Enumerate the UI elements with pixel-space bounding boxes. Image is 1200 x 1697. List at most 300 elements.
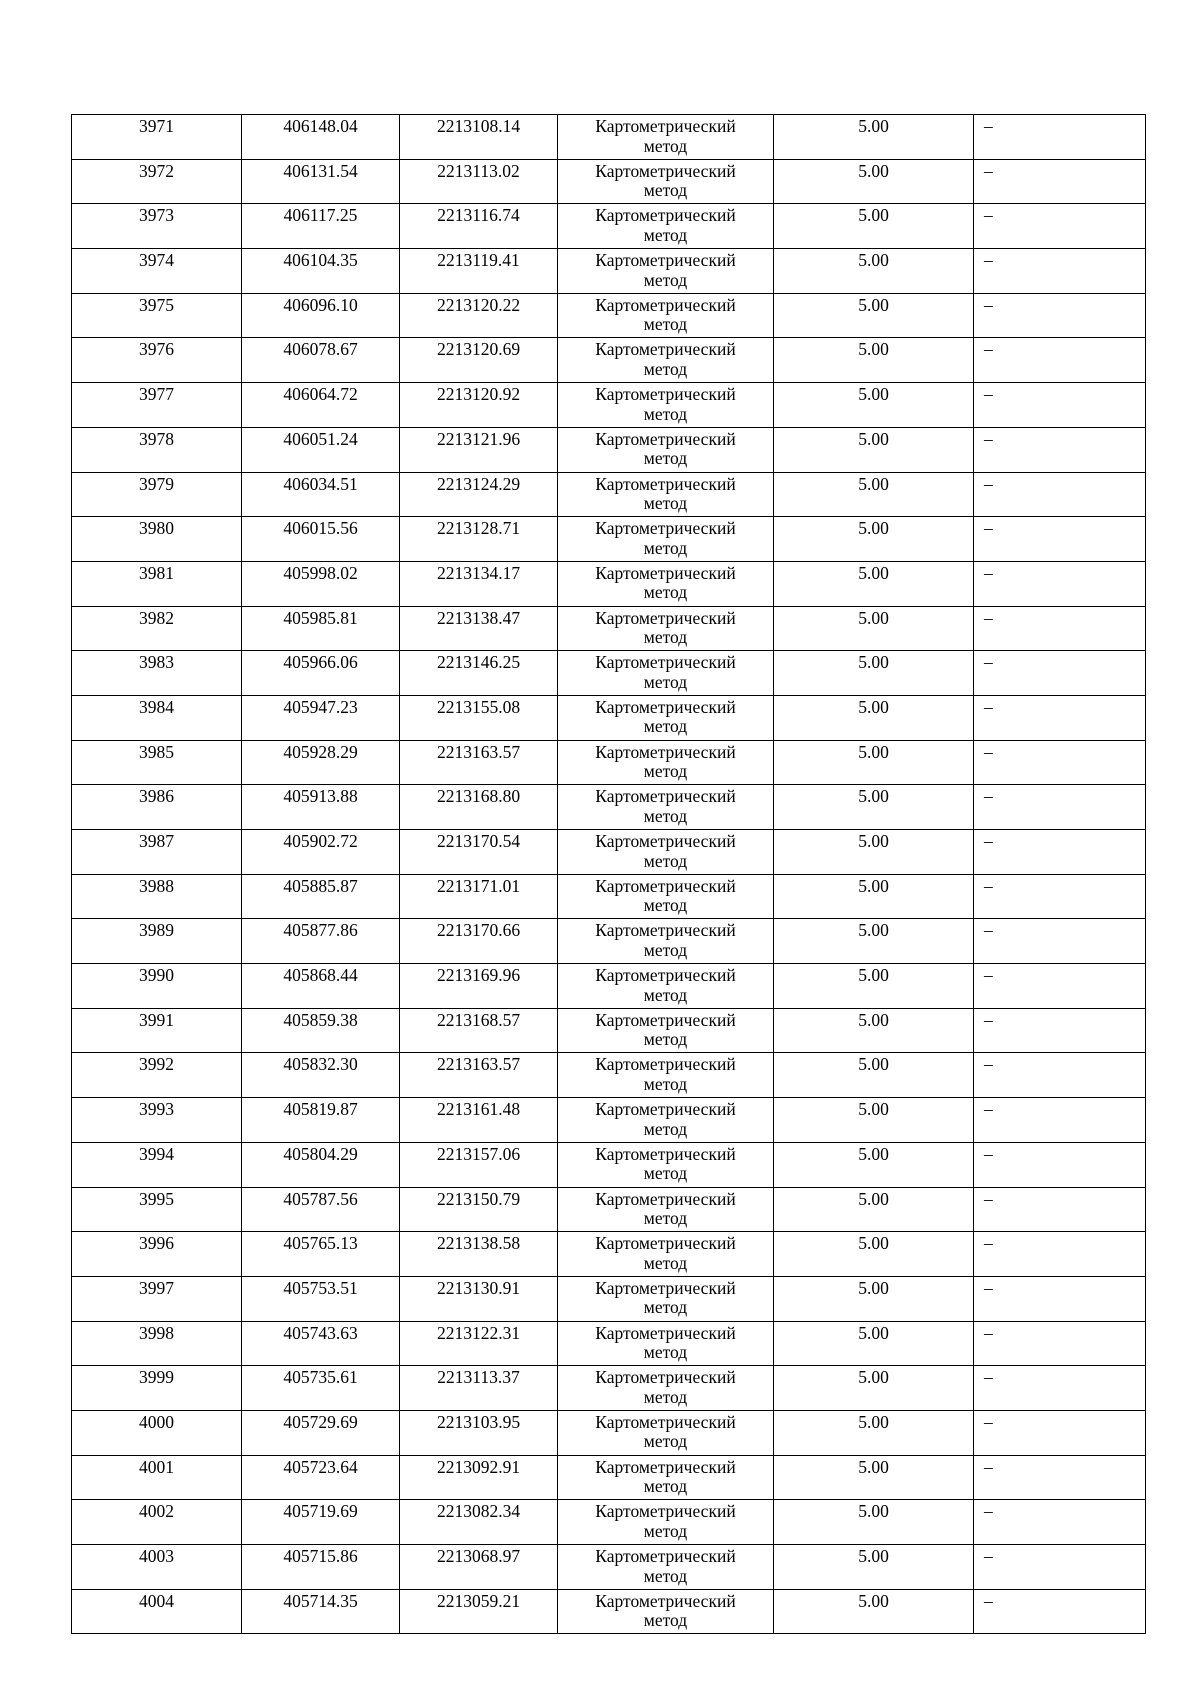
method-cell <box>558 561 774 606</box>
method-cell <box>558 740 774 785</box>
point-number-cell: 3995 <box>72 1187 242 1232</box>
y-coordinate-cell: 2213161.48 <box>400 1098 558 1143</box>
method-line-1: Картометрический <box>595 384 736 405</box>
x-coordinate-cell: 405765.13 <box>242 1232 400 1277</box>
method-line-2: метод <box>643 1208 688 1228</box>
method-line-1: Картометрический <box>595 250 736 271</box>
x-coordinate-cell: 406064.72 <box>242 383 400 428</box>
method-line-2: метод <box>643 805 688 826</box>
point-number-cell: 3990 <box>72 964 242 1009</box>
method-line-1: Картометрический <box>595 1411 736 1432</box>
point-number-cell: 3973 <box>72 204 242 249</box>
table-row <box>72 1455 1146 1500</box>
note-cell: – <box>974 561 1146 606</box>
x-coordinate-cell: 405928.29 <box>242 740 400 785</box>
method-cell <box>558 1232 774 1277</box>
method-line-1: Картометрический <box>595 965 736 986</box>
accuracy-cell: 5.00 <box>774 427 974 472</box>
point-number-cell: 3980 <box>72 517 242 562</box>
method-line-1: Картометрический <box>595 1456 736 1477</box>
method-line-1: Картометрический <box>595 696 736 717</box>
point-number-cell: 3998 <box>72 1321 242 1366</box>
method-line-1: Картометрический <box>595 1277 736 1298</box>
accuracy-cell: 5.00 <box>774 1142 974 1187</box>
note-cell: – <box>974 517 1146 562</box>
x-coordinate-cell: 405832.30 <box>242 1053 400 1098</box>
method-line-1: Картометрический <box>595 1054 736 1075</box>
method-line-2: метод <box>643 850 688 871</box>
method-line-1: Картометрический <box>595 428 736 449</box>
method-cell <box>558 606 774 651</box>
accuracy-cell: 5.00 <box>774 293 974 338</box>
method-line-2: метод <box>643 180 688 201</box>
note-cell: – <box>974 1053 1146 1098</box>
accuracy-cell: 5.00 <box>774 249 974 294</box>
method-line-2: метод <box>643 761 688 782</box>
x-coordinate-cell: 405966.06 <box>242 651 400 696</box>
method-line-1: Картометрический <box>595 1590 736 1611</box>
method-line-1: Картометрический <box>595 562 736 583</box>
method-line-2: метод <box>643 224 688 245</box>
method-cell <box>558 383 774 428</box>
y-coordinate-cell: 2213170.54 <box>400 830 558 875</box>
table-row <box>72 561 1146 606</box>
y-coordinate-cell: 2213171.01 <box>400 874 558 919</box>
method-cell <box>558 964 774 1009</box>
x-coordinate-cell: 405719.69 <box>242 1500 400 1545</box>
x-coordinate-cell: 405902.72 <box>242 830 400 875</box>
table-row <box>72 1545 1146 1590</box>
method-line-1: Картометрический <box>595 205 736 226</box>
method-cell <box>558 427 774 472</box>
note-cell: – <box>974 785 1146 830</box>
x-coordinate-cell: 405985.81 <box>242 606 400 651</box>
point-number-cell: 4003 <box>72 1545 242 1590</box>
point-number-cell: 3987 <box>72 830 242 875</box>
method-line-1: Картометрический <box>595 1322 736 1343</box>
y-coordinate-cell: 2213119.41 <box>400 249 558 294</box>
note-cell: – <box>974 427 1146 472</box>
x-coordinate-cell: 406104.35 <box>242 249 400 294</box>
table-row <box>72 964 1146 1009</box>
y-coordinate-cell: 2213120.92 <box>400 383 558 428</box>
method-line-2: метод <box>643 314 688 335</box>
x-coordinate-cell: 405998.02 <box>242 561 400 606</box>
x-coordinate-cell: 405819.87 <box>242 1098 400 1143</box>
accuracy-cell: 5.00 <box>774 1232 974 1277</box>
method-line-1: Картометрический <box>595 607 736 628</box>
point-number-cell: 3992 <box>72 1053 242 1098</box>
y-coordinate-cell: 2213128.71 <box>400 517 558 562</box>
table-row <box>72 874 1146 919</box>
note-cell: – <box>974 204 1146 249</box>
method-line-1: Картометрический <box>595 1009 736 1030</box>
method-line-1: Картометрический <box>595 473 736 494</box>
x-coordinate-cell: 406148.04 <box>242 115 400 160</box>
accuracy-cell: 5.00 <box>774 1187 974 1232</box>
point-number-cell: 3978 <box>72 427 242 472</box>
y-coordinate-cell: 2213150.79 <box>400 1187 558 1232</box>
method-line-1: Картометрический <box>595 1099 736 1120</box>
coordinates-table <box>71 114 1146 1634</box>
table-row <box>72 1500 1146 1545</box>
point-number-cell: 3996 <box>72 1232 242 1277</box>
table-body <box>72 115 1146 1634</box>
table-row <box>72 919 1146 964</box>
method-line-1: Картометрический <box>595 518 736 539</box>
accuracy-cell: 5.00 <box>774 695 974 740</box>
point-number-cell: 4000 <box>72 1410 242 1455</box>
y-coordinate-cell: 2213108.14 <box>400 115 558 160</box>
method-line-2: метод <box>643 582 688 603</box>
method-cell <box>558 1545 774 1590</box>
accuracy-cell: 5.00 <box>774 383 974 428</box>
point-number-cell: 3994 <box>72 1142 242 1187</box>
accuracy-cell: 5.00 <box>774 919 974 964</box>
method-line-2: метод <box>643 1297 688 1318</box>
y-coordinate-cell: 2213163.57 <box>400 740 558 785</box>
method-line-2: метод <box>643 1252 688 1273</box>
x-coordinate-cell: 405715.86 <box>242 1545 400 1590</box>
note-cell: – <box>974 651 1146 696</box>
y-coordinate-cell: 2213168.57 <box>400 1008 558 1053</box>
accuracy-cell: 5.00 <box>774 1500 974 1545</box>
method-cell <box>558 338 774 383</box>
table-row <box>72 1321 1146 1366</box>
y-coordinate-cell: 2213155.08 <box>400 695 558 740</box>
y-coordinate-cell: 2213121.96 <box>400 427 558 472</box>
x-coordinate-cell: 405804.29 <box>242 1142 400 1187</box>
y-coordinate-cell: 2213113.37 <box>400 1366 558 1411</box>
method-line-2: метод <box>643 493 688 513</box>
method-line-1: Картометрический <box>595 786 736 807</box>
method-line-2: метод <box>643 1520 688 1541</box>
note-cell: – <box>974 1187 1146 1232</box>
accuracy-cell: 5.00 <box>774 874 974 919</box>
y-coordinate-cell: 2213138.58 <box>400 1232 558 1277</box>
method-cell <box>558 517 774 562</box>
table-row <box>72 1142 1146 1187</box>
y-coordinate-cell: 2213103.95 <box>400 1410 558 1455</box>
x-coordinate-cell: 406117.25 <box>242 204 400 249</box>
y-coordinate-cell: 2213163.57 <box>400 1053 558 1098</box>
point-number-cell: 4004 <box>72 1589 242 1634</box>
x-coordinate-cell: 405885.87 <box>242 874 400 919</box>
y-coordinate-cell: 2213138.47 <box>400 606 558 651</box>
method-cell <box>558 785 774 830</box>
note-cell: – <box>974 740 1146 785</box>
accuracy-cell: 5.00 <box>774 1589 974 1634</box>
method-cell <box>558 1142 774 1187</box>
method-cell <box>558 159 774 204</box>
method-line-1: Картометрический <box>595 1546 736 1566</box>
point-number-cell: 3999 <box>72 1366 242 1411</box>
note-cell: – <box>974 159 1146 204</box>
table-row <box>72 1232 1146 1277</box>
x-coordinate-cell: 405877.86 <box>242 919 400 964</box>
table-row <box>72 204 1146 249</box>
x-coordinate-cell: 405859.38 <box>242 1008 400 1053</box>
method-cell <box>558 695 774 740</box>
method-cell <box>558 1410 774 1455</box>
x-coordinate-cell: 405743.63 <box>242 1321 400 1366</box>
y-coordinate-cell: 2213113.02 <box>400 159 558 204</box>
method-line-2: метод <box>643 671 688 692</box>
method-line-2: метод <box>643 1163 688 1184</box>
table-row <box>72 1276 1146 1321</box>
table-row <box>72 606 1146 651</box>
method-cell <box>558 1321 774 1366</box>
method-line-2: метод <box>643 1610 688 1631</box>
point-number-cell: 3988 <box>72 874 242 919</box>
accuracy-cell: 5.00 <box>774 472 974 517</box>
accuracy-cell: 5.00 <box>774 1545 974 1590</box>
x-coordinate-cell: 405868.44 <box>242 964 400 1009</box>
method-line-2: метод <box>643 1476 688 1497</box>
method-line-1: Картометрический <box>595 116 736 136</box>
table-row <box>72 1098 1146 1143</box>
accuracy-cell: 5.00 <box>774 1321 974 1366</box>
method-cell <box>558 874 774 919</box>
point-number-cell: 3993 <box>72 1098 242 1143</box>
x-coordinate-cell: 406096.10 <box>242 293 400 338</box>
y-coordinate-cell: 2213082.34 <box>400 1500 558 1545</box>
point-number-cell: 3986 <box>72 785 242 830</box>
x-coordinate-cell: 406015.56 <box>242 517 400 562</box>
y-coordinate-cell: 2213092.91 <box>400 1455 558 1500</box>
table-row <box>72 249 1146 294</box>
point-number-cell: 3971 <box>72 115 242 160</box>
x-coordinate-cell: 406131.54 <box>242 159 400 204</box>
table-row <box>72 830 1146 875</box>
table-row <box>72 1053 1146 1098</box>
method-line-1: Картометрический <box>595 1501 736 1522</box>
note-cell: – <box>974 1410 1146 1455</box>
y-coordinate-cell: 2213059.21 <box>400 1589 558 1634</box>
table-row <box>72 1187 1146 1232</box>
accuracy-cell: 5.00 <box>774 159 974 204</box>
note-cell: – <box>974 964 1146 1009</box>
method-line-1: Картометрический <box>595 920 736 941</box>
method-line-1: Картометрический <box>595 1367 736 1388</box>
table-row <box>72 517 1146 562</box>
table-row <box>72 338 1146 383</box>
method-line-2: метод <box>643 448 688 469</box>
x-coordinate-cell: 405714.35 <box>242 1589 400 1634</box>
accuracy-cell: 5.00 <box>774 1410 974 1455</box>
note-cell: – <box>974 1455 1146 1500</box>
point-number-cell: 3976 <box>72 338 242 383</box>
note-cell: – <box>974 1366 1146 1411</box>
method-line-2: метод <box>643 716 688 737</box>
method-line-1: Картометрический <box>595 1188 736 1209</box>
y-coordinate-cell: 2213134.17 <box>400 561 558 606</box>
method-cell <box>558 1366 774 1411</box>
method-line-1: Картометрический <box>595 875 736 896</box>
table-row <box>72 1008 1146 1053</box>
y-coordinate-cell: 2213169.96 <box>400 964 558 1009</box>
note-cell: – <box>974 919 1146 964</box>
method-line-2: метод <box>643 895 688 916</box>
method-line-2: метод <box>643 627 688 648</box>
accuracy-cell: 5.00 <box>774 740 974 785</box>
method-cell <box>558 1455 774 1500</box>
method-cell <box>558 651 774 696</box>
x-coordinate-cell: 405723.64 <box>242 1455 400 1500</box>
note-cell: – <box>974 1142 1146 1187</box>
table-row <box>72 427 1146 472</box>
y-coordinate-cell: 2213146.25 <box>400 651 558 696</box>
table-row <box>72 293 1146 338</box>
method-cell <box>558 830 774 875</box>
accuracy-cell: 5.00 <box>774 1366 974 1411</box>
accuracy-cell: 5.00 <box>774 1053 974 1098</box>
method-cell <box>558 293 774 338</box>
note-cell: – <box>974 1500 1146 1545</box>
y-coordinate-cell: 2213124.29 <box>400 472 558 517</box>
note-cell: – <box>974 338 1146 383</box>
y-coordinate-cell: 2213116.74 <box>400 204 558 249</box>
method-line-2: метод <box>643 1029 688 1050</box>
method-line-2: метод <box>643 403 688 424</box>
y-coordinate-cell: 2213157.06 <box>400 1142 558 1187</box>
accuracy-cell: 5.00 <box>774 1276 974 1321</box>
x-coordinate-cell: 405729.69 <box>242 1410 400 1455</box>
x-coordinate-cell: 406078.67 <box>242 338 400 383</box>
method-line-1: Картометрический <box>595 1143 736 1164</box>
accuracy-cell: 5.00 <box>774 964 974 1009</box>
note-cell: – <box>974 874 1146 919</box>
method-cell <box>558 919 774 964</box>
point-number-cell: 3997 <box>72 1276 242 1321</box>
note-cell: – <box>974 1276 1146 1321</box>
point-number-cell: 3991 <box>72 1008 242 1053</box>
note-cell: – <box>974 1098 1146 1143</box>
y-coordinate-cell: 2213130.91 <box>400 1276 558 1321</box>
point-number-cell: 3989 <box>72 919 242 964</box>
y-coordinate-cell: 2213170.66 <box>400 919 558 964</box>
table-row <box>72 159 1146 204</box>
note-cell: – <box>974 1589 1146 1634</box>
x-coordinate-cell: 405753.51 <box>242 1276 400 1321</box>
accuracy-cell: 5.00 <box>774 561 974 606</box>
table-row <box>72 1366 1146 1411</box>
method-cell <box>558 1098 774 1143</box>
method-line-1: Картометрический <box>595 652 736 673</box>
note-cell: – <box>974 695 1146 740</box>
method-line-1: Картометрический <box>595 294 736 315</box>
point-number-cell: 3977 <box>72 383 242 428</box>
y-coordinate-cell: 2213168.80 <box>400 785 558 830</box>
point-number-cell: 3975 <box>72 293 242 338</box>
note-cell: – <box>974 1008 1146 1053</box>
note-cell: – <box>974 1321 1146 1366</box>
method-cell <box>558 472 774 517</box>
note-cell: – <box>974 472 1146 517</box>
method-cell <box>558 115 774 160</box>
accuracy-cell: 5.00 <box>774 830 974 875</box>
y-coordinate-cell: 2213120.22 <box>400 293 558 338</box>
method-line-2: метод <box>643 1431 688 1452</box>
accuracy-cell: 5.00 <box>774 785 974 830</box>
method-line-2: метод <box>643 1565 688 1586</box>
note-cell: – <box>974 830 1146 875</box>
accuracy-cell: 5.00 <box>774 204 974 249</box>
note-cell: – <box>974 1232 1146 1277</box>
table-row <box>72 115 1146 160</box>
method-line-2: метод <box>643 1073 688 1094</box>
table-row <box>72 695 1146 740</box>
method-line-1: Картометрический <box>595 339 736 360</box>
accuracy-cell: 5.00 <box>774 606 974 651</box>
method-cell <box>558 1276 774 1321</box>
method-line-2: метод <box>643 1342 688 1363</box>
point-number-cell: 3985 <box>72 740 242 785</box>
y-coordinate-cell: 2213120.69 <box>400 338 558 383</box>
x-coordinate-cell: 405787.56 <box>242 1187 400 1232</box>
method-line-2: метод <box>643 984 688 1005</box>
accuracy-cell: 5.00 <box>774 517 974 562</box>
note-cell: – <box>974 115 1146 160</box>
point-number-cell: 3982 <box>72 606 242 651</box>
table-row <box>72 1410 1146 1455</box>
point-number-cell: 3983 <box>72 651 242 696</box>
table-row <box>72 740 1146 785</box>
table-row <box>72 383 1146 428</box>
table-row <box>72 651 1146 696</box>
x-coordinate-cell: 406051.24 <box>242 427 400 472</box>
point-number-cell: 4001 <box>72 1455 242 1500</box>
note-cell: – <box>974 606 1146 651</box>
method-cell <box>558 1008 774 1053</box>
method-line-2: метод <box>643 939 688 960</box>
note-cell: – <box>974 293 1146 338</box>
method-line-2: метод <box>643 135 688 156</box>
method-cell <box>558 249 774 294</box>
accuracy-cell: 5.00 <box>774 1008 974 1053</box>
point-number-cell: 3974 <box>72 249 242 294</box>
note-cell: – <box>974 383 1146 428</box>
method-cell <box>558 1187 774 1232</box>
table-row <box>72 472 1146 517</box>
point-number-cell: 3981 <box>72 561 242 606</box>
x-coordinate-cell: 405735.61 <box>242 1366 400 1411</box>
y-coordinate-cell: 2213068.97 <box>400 1545 558 1590</box>
note-cell: – <box>974 249 1146 294</box>
y-coordinate-cell: 2213122.31 <box>400 1321 558 1366</box>
method-line-1: Картометрический <box>595 831 736 851</box>
accuracy-cell: 5.00 <box>774 115 974 160</box>
x-coordinate-cell: 405947.23 <box>242 695 400 740</box>
method-cell <box>558 204 774 249</box>
method-line-1: Картометрический <box>595 1233 736 1254</box>
accuracy-cell: 5.00 <box>774 338 974 383</box>
method-line-1: Картометрический <box>595 160 736 181</box>
method-cell <box>558 1589 774 1634</box>
x-coordinate-cell: 405913.88 <box>242 785 400 830</box>
method-line-1: Картометрический <box>595 741 736 762</box>
point-number-cell: 3972 <box>72 159 242 204</box>
accuracy-cell: 5.00 <box>774 1098 974 1143</box>
method-line-2: метод <box>643 1118 688 1139</box>
x-coordinate-cell: 406034.51 <box>242 472 400 517</box>
method-cell <box>558 1053 774 1098</box>
method-line-2: метод <box>643 269 688 290</box>
point-number-cell: 3984 <box>72 695 242 740</box>
method-line-2: метод <box>643 1386 688 1407</box>
point-number-cell: 4002 <box>72 1500 242 1545</box>
method-cell <box>558 1500 774 1545</box>
